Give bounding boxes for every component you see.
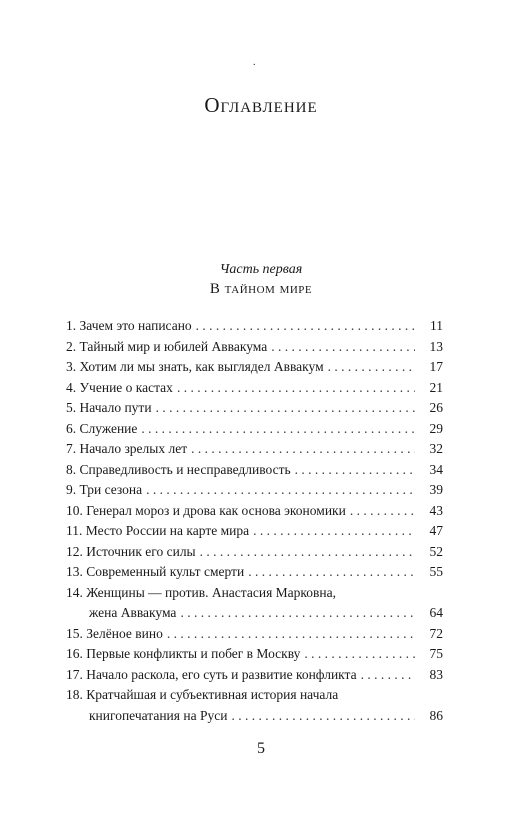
toc-entry-title: Начало раскола, его суть и развитие конфликта: [86, 666, 357, 682]
toc-entry[interactable]: [66, 359, 443, 380]
toc-entry-title-continuation: жена Аввакума: [89, 605, 177, 620]
toc-entry-title: Источник его силы: [86, 543, 196, 559]
toc-leader-dots: [328, 359, 415, 375]
toc-entry[interactable]: [66, 523, 443, 544]
toc-entry[interactable]: [66, 462, 443, 483]
toc-leader-dots: [253, 523, 415, 539]
toc-entry-title: Учение о кастах: [79, 379, 173, 395]
toc-entry-title: Место России на карте мира: [85, 523, 250, 538]
toc-entry-page: 34: [429, 461, 443, 477]
toc-entry[interactable]: [66, 441, 443, 462]
toc-entry-title: Хотим ли мы знать, как выглядел Аввакум: [79, 359, 324, 374]
toc-entry[interactable]: [66, 503, 443, 524]
toc-entry-number: 17.: [66, 666, 87, 682]
toc-entry-page: 72: [429, 625, 443, 641]
toc-entry[interactable]: [66, 544, 443, 565]
toc-entry-number: 18.: [66, 687, 87, 702]
toc-entry-title: Справедливость и несправедливость: [79, 461, 291, 477]
toc-entry-page: 55: [429, 564, 443, 579]
toc-entry-page: 26: [429, 400, 443, 415]
toc-entry-page: 29: [429, 420, 443, 436]
toc-entry[interactable]: [66, 421, 443, 442]
toc-entry-number: 13.: [66, 564, 87, 579]
toc-entry-title: Генерал мороз и дрова как основа экономики: [86, 502, 346, 518]
toc-entry-number: 14.: [66, 584, 87, 600]
page-title: Оглавление: [204, 93, 318, 117]
toc-leader-dots: [361, 667, 415, 683]
toc-entry-title: Начало зрелых лет: [79, 441, 188, 456]
page-number: 5: [257, 740, 265, 757]
toc-entry[interactable]: [66, 482, 443, 503]
toc-leader-dots: [196, 318, 415, 334]
toc-leader-dots: [231, 708, 415, 724]
toc-entry-page: 86: [429, 707, 443, 723]
toc-entry-number: 10.: [66, 502, 87, 518]
toc-entry-number: 11.: [66, 523, 86, 538]
toc-entry[interactable]: [66, 318, 443, 339]
toc-entry-continuation[interactable]: [66, 605, 443, 626]
part-label: Часть первая: [219, 262, 303, 277]
toc-entry[interactable]: [66, 687, 443, 708]
toc-entry-title: Служение: [79, 420, 138, 436]
table-of-contents: [66, 318, 443, 728]
toc-entry-number: 5.: [66, 400, 80, 415]
toc-entry-page: 21: [429, 379, 443, 395]
toc-entry-number: 16.: [66, 646, 87, 661]
toc-entry[interactable]: [66, 585, 443, 606]
toc-leader-dots: [248, 564, 415, 580]
toc-entry-title: Современный культ смерти: [86, 564, 245, 579]
toc-entry-page: 13: [429, 338, 443, 354]
toc-entry[interactable]: [66, 564, 443, 585]
toc-entry-number: 6.: [66, 420, 80, 436]
toc-entry-page: 47: [429, 523, 443, 538]
toc-leader-dots: [350, 503, 415, 519]
toc-leader-dots: [295, 462, 415, 478]
toc-entry-number: 4.: [66, 379, 80, 395]
toc-entry-number: 7.: [66, 441, 80, 456]
toc-leader-dots: [167, 626, 415, 642]
toc-entry-title: Зачем это написано: [79, 318, 192, 333]
toc-entry-page: 52: [429, 543, 443, 559]
toc-entry-page: 32: [429, 441, 443, 456]
toc-entry[interactable]: [66, 626, 443, 647]
toc-entry[interactable]: [66, 646, 443, 667]
toc-entry-page: 43: [429, 502, 443, 518]
toc-entry-number: 2.: [66, 338, 80, 354]
toc-entry-title: Начало пути: [79, 400, 152, 415]
toc-leader-dots: [180, 605, 415, 621]
toc-entry-title: Женщины — против. Анастасия Марковна,: [86, 584, 336, 600]
toc-leader-dots: [304, 646, 415, 662]
toc-leader-dots: [177, 380, 415, 396]
top-dot: .: [253, 57, 256, 68]
toc-entry-page: 75: [429, 646, 443, 661]
toc-leader-dots: [156, 400, 415, 416]
toc-entry-title: Первые конфликты и побег в Москву: [86, 646, 301, 661]
toc-entry-page: 11: [430, 318, 443, 333]
toc-entry-title-continuation: книгопечатания на Руси: [89, 707, 228, 723]
toc-entry-number: 8.: [66, 461, 80, 477]
toc-entry-number: 12.: [66, 543, 87, 559]
toc-leader-dots: [200, 544, 415, 560]
toc-entry-page: 39: [429, 482, 443, 497]
part-title: В тайном мире: [209, 281, 313, 297]
toc-entry-continuation[interactable]: [66, 708, 443, 729]
toc-entry-title: Зелёное вино: [86, 625, 163, 641]
toc-leader-dots: [141, 421, 415, 437]
toc-entry-number: 15.: [66, 625, 87, 641]
toc-leader-dots: [146, 482, 415, 498]
toc-leader-dots: [271, 339, 415, 355]
toc-entry-title: Три сезона: [79, 482, 143, 497]
toc-entry-page: 64: [429, 605, 443, 620]
toc-entry-number: 9.: [66, 482, 80, 497]
toc-entry[interactable]: [66, 667, 443, 688]
toc-entry[interactable]: [66, 339, 443, 360]
toc-entry-number: 3.: [66, 359, 80, 374]
toc-entry[interactable]: [66, 380, 443, 401]
toc-entry[interactable]: [66, 400, 443, 421]
toc-entry-page: 17: [429, 359, 443, 374]
toc-entry-page: 83: [429, 666, 443, 682]
toc-entry-title: Кратчайшая и субъективная история начала: [86, 687, 339, 702]
toc-entry-title: Тайный мир и юбилей Аввакума: [79, 338, 268, 354]
toc-entry-number: 1.: [66, 318, 80, 333]
toc-leader-dots: [191, 441, 415, 457]
